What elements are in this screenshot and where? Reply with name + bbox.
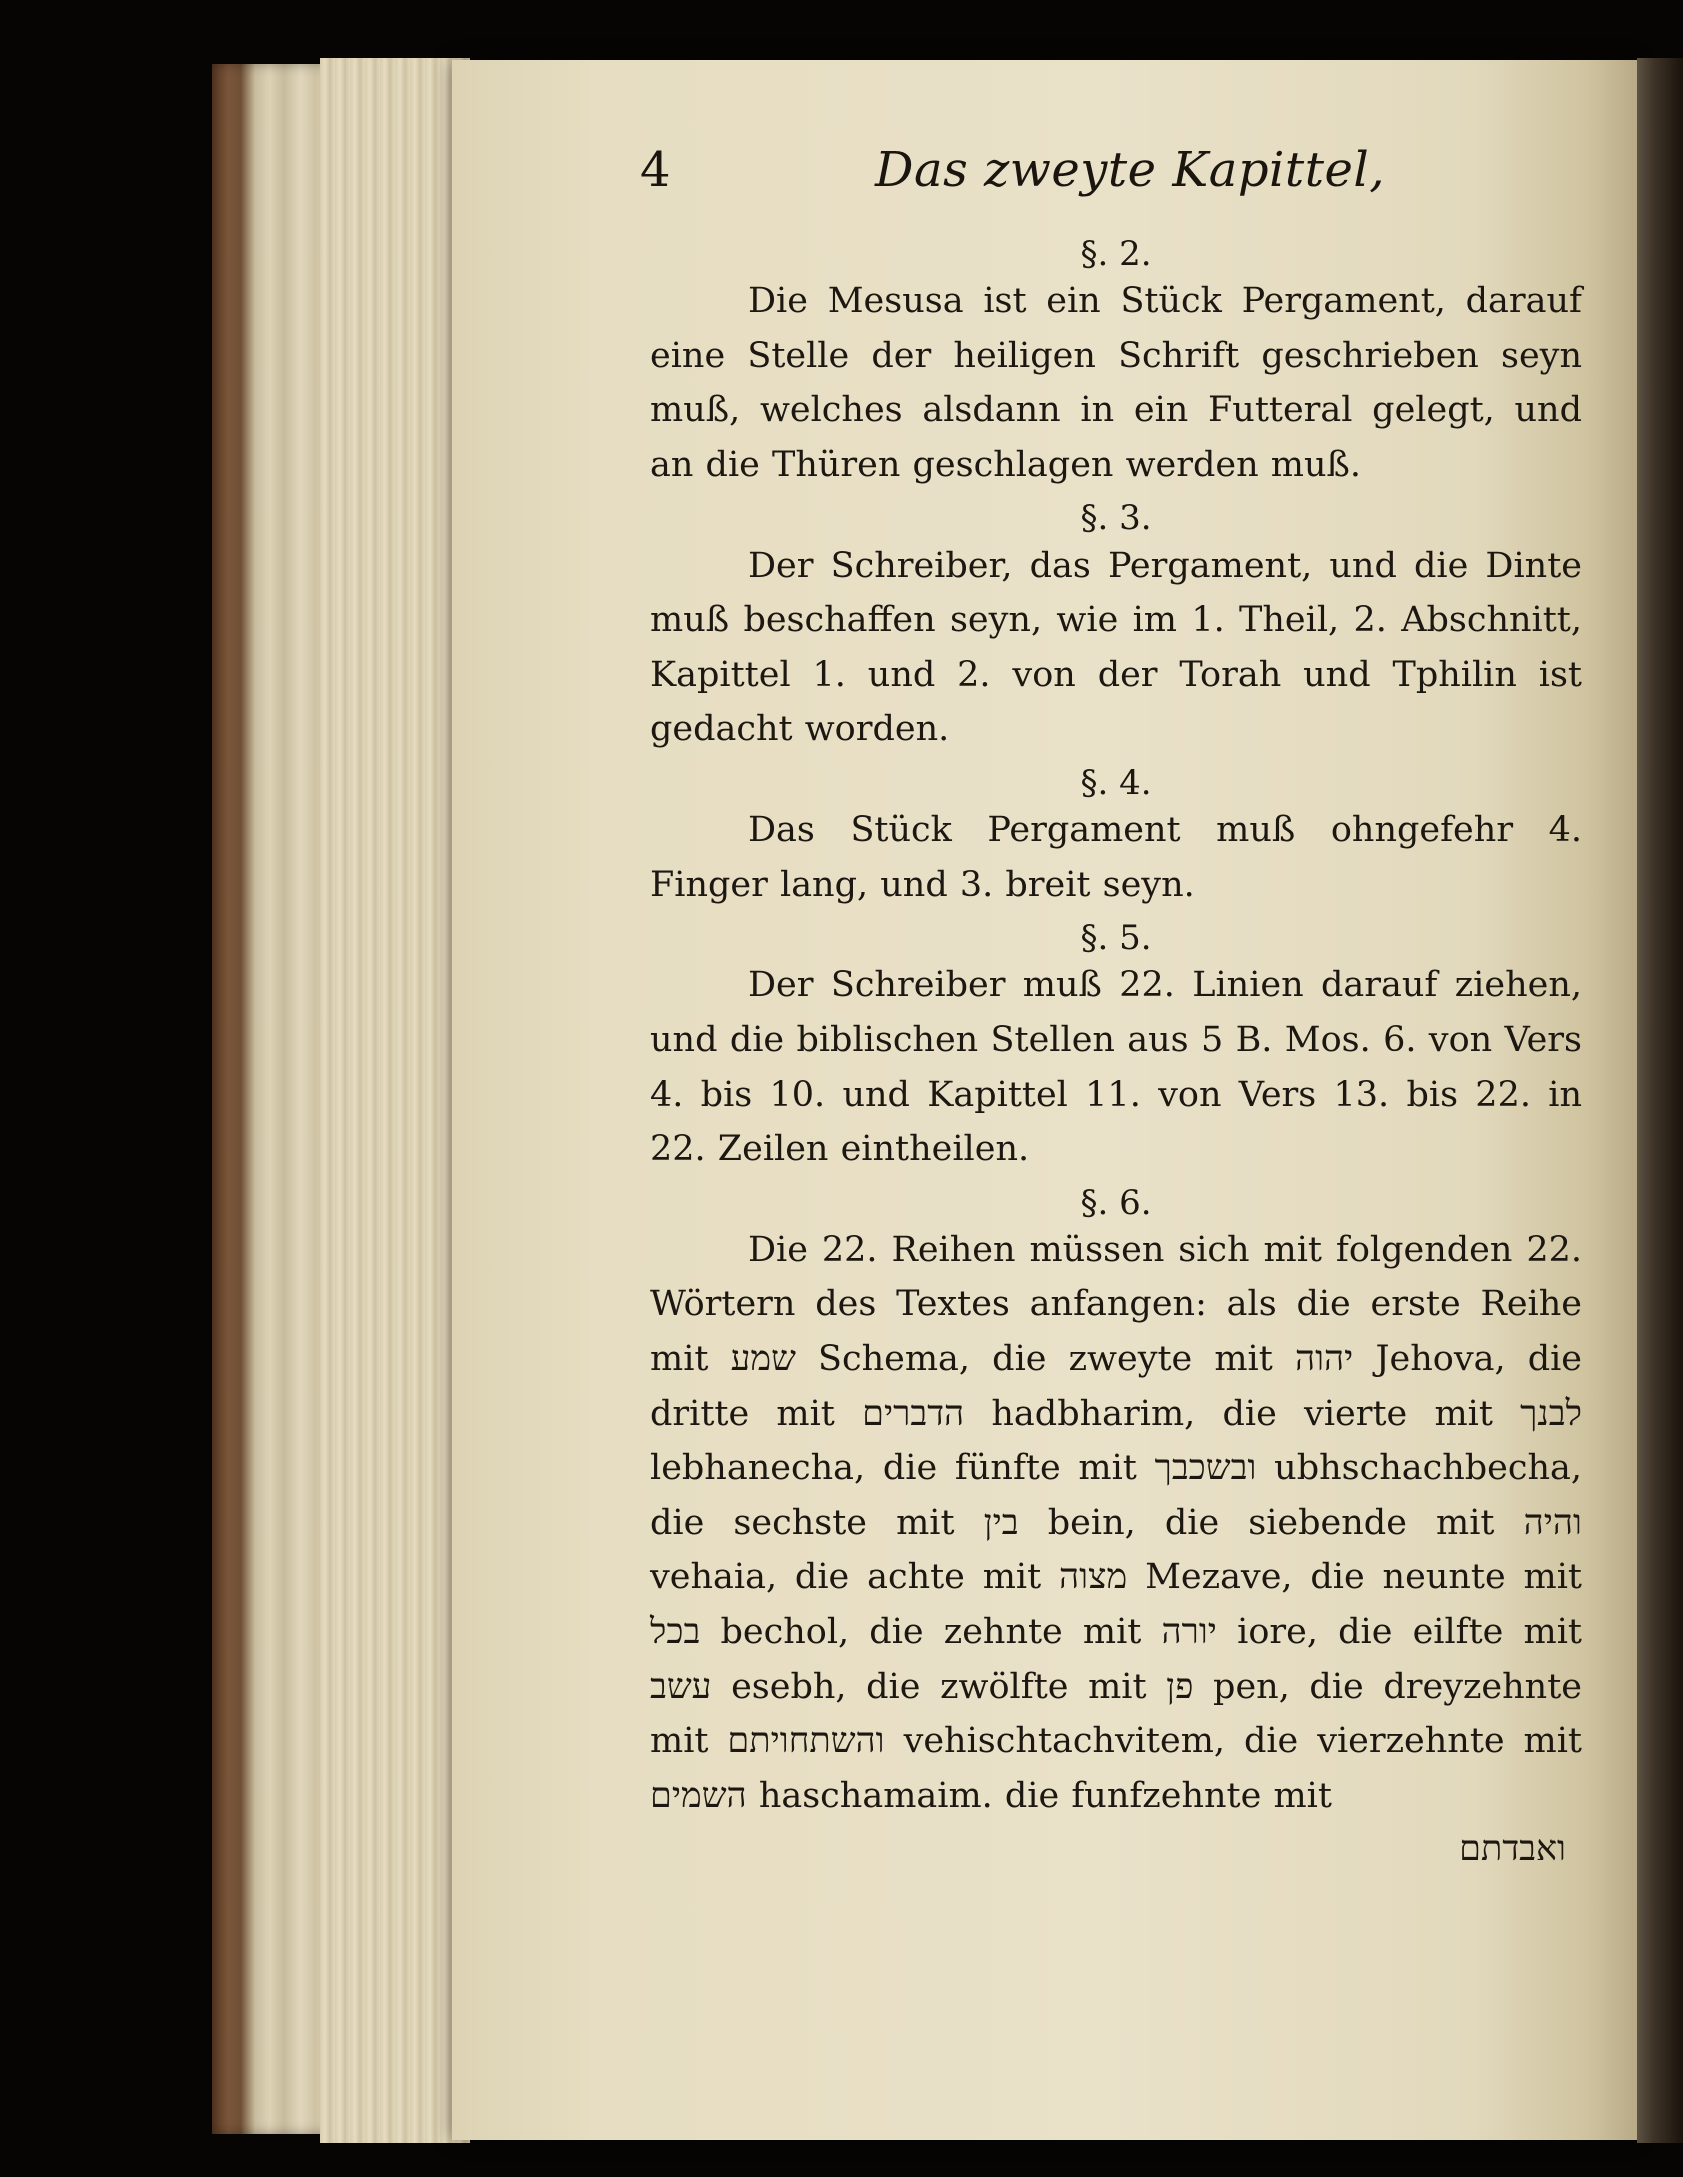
- page-content: [650, 228, 1582, 1869]
- section-text: Der Schreiber muß 22. Linien darauf ziehen, und die biblischen Stellen aus 5 B. Mos. 6. von Vers 4. bis 10. und Kapittel 11. von Vers 13. bis 22. in 22. Zeilen eintheilen.: [650, 965, 1582, 1170]
- right-page-edge: [1637, 58, 1683, 2143]
- section-mark: §. 5.: [1080, 918, 1152, 959]
- section-2: [650, 234, 1582, 492]
- chapter-title: Das zweyte Kapittel,: [875, 142, 1385, 198]
- section-3: [650, 498, 1582, 756]
- section-4: [650, 763, 1582, 912]
- page-header: [640, 142, 1600, 222]
- section-text: Die 22. Reihen müssen sich mit folgenden 22. Wörtern des Textes anfangen: als die erste Reihe mit שמע Schema, die zweyte mit יהוה Jehova, die dritte mit הדברים hadbharim, die vierte mit לבנך lebhanecha, die fünfte mit ובשכבך ubhschachbecha, die sechste mit בין bein, die siebende mit והיה vehaia, die achte mit מצוה Mezave, die neunte mit בכל bechol, die zehnte mit יורה iore, die eilfte mit עשב esebh, die zwölfte mit פן pen, die dreyzehnte mit והשתחויתם vehischtachvitem, die vierzehnte mit השמים haschamaim. die funfzehnte mit: [650, 1229, 1583, 1816]
- page-number: 4: [640, 142, 671, 198]
- section-mark: §. 4.: [1080, 762, 1152, 803]
- section-mark: §. 3.: [1080, 498, 1152, 539]
- section-text: Das Stück Pergament muß ohngefehr 4. Finger lang, und 3. breit seyn.: [650, 810, 1582, 905]
- section-5: [650, 918, 1582, 1176]
- section-text: Der Schreiber, das Pergament, und die Dinte muß beschaffen seyn, wie im 1. Theil, 2. Abschnitt, Kapittel 1. und 2. von der Torah und Tphilin ist gedacht worden.: [650, 545, 1582, 750]
- section-text: Die Mesusa ist ein Stück Pergament, darauf eine Stelle der heiligen Schrift geschrieben seyn muß, welches alsdann in ein Futteral gelegt, und an die Thüren geschlagen werden muß.: [650, 281, 1582, 485]
- catchword: ואבדתם: [1459, 1829, 1566, 1870]
- section-6: [650, 1183, 1582, 1824]
- page-stack: [320, 58, 470, 2143]
- book-spine-edge: [212, 64, 332, 2134]
- section-mark: §. 2.: [1080, 234, 1152, 274]
- section-mark: §. 6.: [1080, 1182, 1152, 1223]
